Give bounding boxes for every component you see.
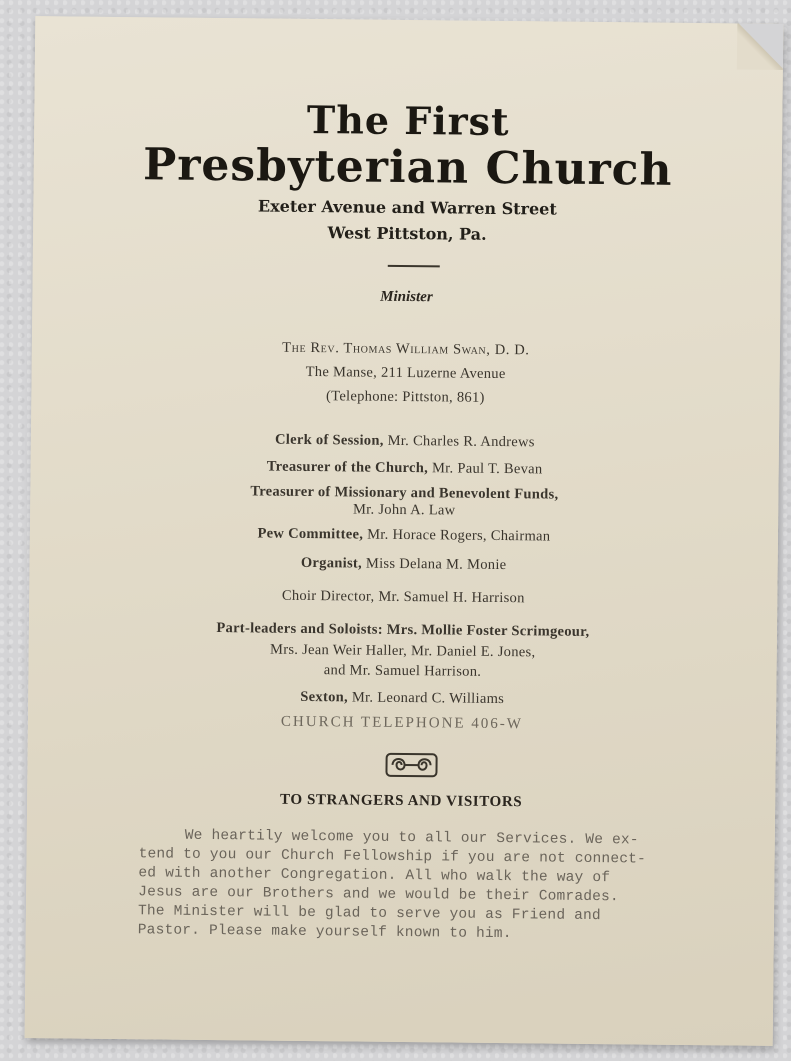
minister-heading: Minister [380, 288, 433, 306]
church-address-street: Exeter Avenue and Warren Street [257, 196, 557, 219]
strangers-line-3: ed with another Congregation. All who walk the way of [138, 865, 611, 887]
officer-treasurer [31, 456, 779, 481]
officer-pew-committee [30, 523, 778, 548]
church-address-city: West Pittston, Pa. [327, 223, 487, 244]
officer-treasurer-role: Treasurer of the Church, [266, 458, 429, 477]
officer-part-leaders-role: Part-leaders and Soloists: [216, 620, 383, 638]
strangers-heading: TO STRANGERS AND VISITORS [280, 791, 523, 811]
officer-pew-committee-role: Pew Committee, [257, 525, 364, 543]
officer-part-leaders-names3: and Mr. Samuel Harrison. [323, 662, 482, 680]
officer-missionary-treasurer-role-text: Treasurer of Missionary and Benevolent Funds, [250, 483, 559, 503]
officer-treasurer-name: Mr. Paul T. Bevan [431, 460, 543, 478]
church-title-line2: Presbyterian Church [142, 139, 673, 196]
minister-telephone: (Telephone: Pittston, 861) [326, 388, 485, 406]
strangers-line-4: Jesus are our Brothers and we would be their Comrades. [138, 884, 619, 906]
officer-organist [30, 552, 778, 577]
minister-name: The Rev. Thomas William Swan, D. D. [282, 339, 530, 359]
church-telephone: CHURCH TELEPHONE 406-W [280, 713, 524, 733]
officer-sexton-name: Mr. Leonard C. Williams [351, 689, 505, 708]
strangers-line-6: Pastor. Please make yourself known to him. [137, 922, 512, 943]
strangers-line-2: tend to you our Church Fellowship if you are not connect- [138, 846, 647, 868]
scroll-ornament-icon [384, 751, 438, 780]
bulletin-content [25, 16, 784, 1046]
officer-missionary-treasurer-name: Mr. John A. Law [352, 501, 456, 519]
officer-clerk-role: Clerk of Session, [274, 431, 384, 449]
officer-organist-role: Organist, [300, 554, 363, 572]
bulletin-page [25, 16, 784, 1046]
officer-clerk-name: Mr. Charles R. Andrews [387, 432, 535, 451]
officer-sexton [28, 686, 776, 711]
strangers-line-5: The Minister will be glad to serve you as Friend and [137, 903, 601, 925]
officer-part-leaders [29, 618, 777, 643]
officer-part-leaders-names2: Mrs. Jean Weir Haller, Mr. Daniel E. Jones, [269, 641, 536, 661]
header-divider [388, 265, 440, 268]
officer-choir-director-role: Choir Director, [281, 587, 375, 605]
officer-part-leaders-names1: Mrs. Mollie Foster Scrimgeour, [386, 621, 590, 640]
officer-sexton-role: Sexton, [300, 688, 349, 706]
strangers-line-1: We heartily welcome you to all our Services. We ex- [184, 827, 639, 849]
officer-choir-director [29, 585, 777, 610]
church-title-line1: The First [306, 96, 510, 145]
officer-pew-committee-name: Mr. Horace Rogers, Chairman [367, 526, 551, 545]
officer-organist-name: Miss Delana M. Monie [365, 555, 507, 574]
officer-clerk [31, 429, 779, 454]
minister-address: The Manse, 211 Luzerne Avenue [305, 363, 506, 383]
officer-choir-director-name: Mr. Samuel H. Harrison [378, 588, 525, 607]
